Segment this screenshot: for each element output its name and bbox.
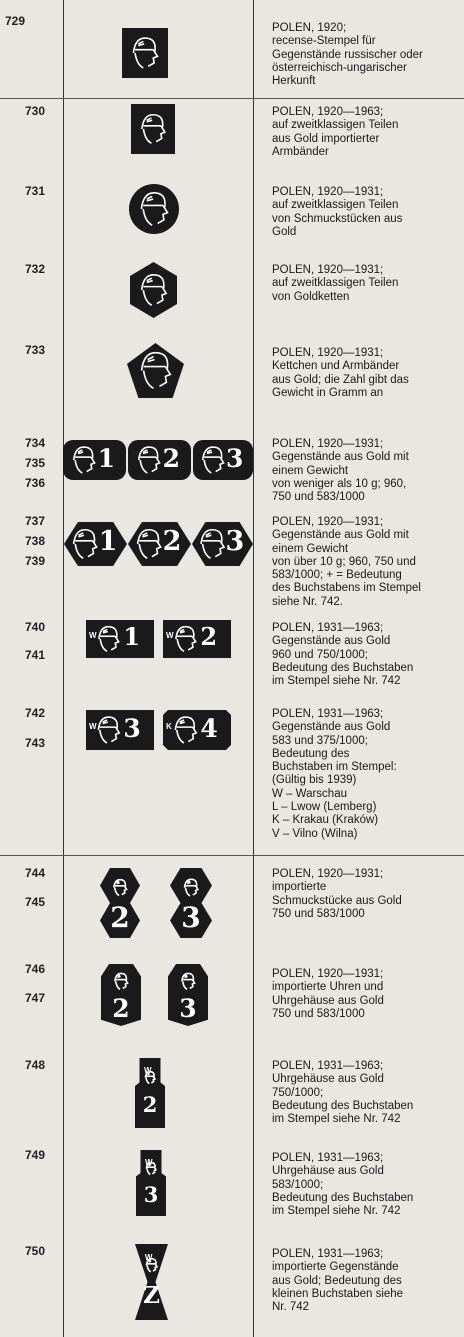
mercury-head-circle-icon xyxy=(129,184,179,234)
entry-description: POLEN, 1920—1931; importierte Schmuckstücke aus Gold 750 und 583/1000 xyxy=(272,868,402,920)
mark-letter: W xyxy=(166,631,174,641)
entry-number: 740 xyxy=(25,620,46,634)
mercury-head-hourglass-icon xyxy=(135,1244,168,1320)
entry-description: POLEN, 1920—1931; Gegenstände aus Gold mit einem Gewicht von weniger als 10 g; 960, 750 und 583/1000 xyxy=(272,438,409,504)
entry-number: 729 xyxy=(5,14,26,28)
mark-number: 3 xyxy=(225,526,245,558)
entry-number: 732 xyxy=(25,262,46,276)
mercury-head-hexagon-icon xyxy=(64,522,127,566)
entry-description: POLEN, 1920—1931; importierte Uhren und Uhrgehäuse aus Gold 750 und 583/1000 xyxy=(272,968,384,1020)
mercury-head-octagon-icon xyxy=(130,262,177,318)
entry-number: 742 xyxy=(25,706,46,720)
mercury-head-square-icon xyxy=(131,104,175,154)
mercury-head-tall-icon xyxy=(135,1058,165,1128)
mark-letter: W xyxy=(89,631,97,641)
entry-description: POLEN, 1920—1931; Gegenstände aus Gold mit einem Gewicht von über 10 g; 960, 750 und 583/1000; + = Bedeutung des Buchstabens im Stempel siehe Nr. 742. xyxy=(272,516,421,608)
entry-number: 744 xyxy=(25,866,46,880)
entry-number: 747 xyxy=(25,991,46,1005)
mark-letter: W xyxy=(144,1253,153,1263)
mercury-head-rounded-rect-icon xyxy=(128,440,191,480)
entry-number: 730 xyxy=(25,104,46,118)
entry-number: 746 xyxy=(25,962,46,976)
mark-number: 1 xyxy=(97,443,116,473)
mark-number: 2 xyxy=(110,901,130,935)
mercury-head-rect-icon xyxy=(86,620,154,658)
entry-description: POLEN, 1931—1963; Uhrgehäuse aus Gold 583/1000; Bedeutung des Buchstaben im Stempel siehe Nr. 742 xyxy=(272,1152,414,1218)
mark-number: 2 xyxy=(200,622,218,652)
entry-number: 743 xyxy=(25,736,46,750)
entry-number: 738 xyxy=(25,534,46,548)
mark-number: Z xyxy=(143,1281,160,1309)
entry-number: 749 xyxy=(25,1148,46,1162)
mercury-head-tall-icon xyxy=(136,1150,166,1216)
mercury-head-cut-rect-icon xyxy=(163,710,231,750)
section-divider xyxy=(0,855,464,856)
mercury-head-hexagon-icon xyxy=(128,522,191,566)
entry-number: 750 xyxy=(25,1244,46,1258)
mark-number: 3 xyxy=(143,1182,159,1208)
entry-number: 737 xyxy=(25,514,46,528)
entry-description: POLEN, 1920; recense-Stempel für Gegenstände russischer oder österreichisch-ungarischer Herkunft xyxy=(272,22,423,88)
entry-description: POLEN, 1931—1963; Gegenstände aus Gold 960 und 750/1000; Bedeutung des Buchstaben im Stempel siehe Nr. 742 xyxy=(272,622,414,688)
entry-description: POLEN, 1931—1963; importierte Gegenstände aus Gold; Bedeutung des kleinen Buchstaben siehe Nr. 742 xyxy=(272,1248,404,1314)
entry-description: POLEN, 1920—1931; auf zweitklassigen Teilen von Schmuckstücken aus Gold xyxy=(272,186,403,238)
entry-number: 745 xyxy=(25,895,46,909)
entry-number: 735 xyxy=(25,456,46,470)
mercury-head-shield-icon xyxy=(101,964,141,1026)
section-divider xyxy=(0,98,464,99)
mark-number: 3 xyxy=(123,713,141,743)
right-column-rule xyxy=(253,0,254,1337)
mark-number: 3 xyxy=(181,901,201,935)
mercury-head-hexagon-icon xyxy=(192,522,253,566)
mark-number: 2 xyxy=(162,443,181,473)
mark-number: 2 xyxy=(112,994,130,1024)
mark-number: 1 xyxy=(123,622,141,652)
mercury-head-square-icon xyxy=(122,28,168,78)
entry-number: 733 xyxy=(25,343,46,357)
mark-number: 3 xyxy=(179,994,197,1024)
entry-description: POLEN, 1931—1963; Gegenstände aus Gold 583 und 375/1000; Bedeutung des Buchstaben im Stempel: (Gültig bis 1939) W – Warschau L – Lwow (Lemberg) K – Krakau (Kraków) V – Vilno (Wilna) xyxy=(272,708,397,840)
entry-number: 734 xyxy=(25,436,46,450)
entry-number: 739 xyxy=(25,554,46,568)
mercury-head-rect-icon xyxy=(86,710,154,750)
entry-description: POLEN, 1920—1963; auf zweitklassigen Teilen aus Gold importierter Armbänder xyxy=(272,106,399,158)
mark-letter: W xyxy=(144,1066,152,1076)
mark-letter: W xyxy=(89,722,97,731)
mark-number: 1 xyxy=(98,526,118,558)
mercury-head-double-hexagon-icon xyxy=(100,868,140,938)
entry-number: 736 xyxy=(25,476,46,490)
mark-number: 4 xyxy=(200,713,218,743)
entry-description: POLEN, 1920—1931; Kettchen und Armbänder aus Gold; die Zahl gibt das Gewicht in Gramm an xyxy=(272,347,409,399)
mercury-head-pentagon-icon xyxy=(127,343,184,398)
mark-letter: W xyxy=(145,1157,153,1167)
mercury-head-shield-icon xyxy=(168,964,208,1026)
mercury-head-rounded-rect-icon xyxy=(63,440,126,480)
mercury-head-double-hexagon-icon xyxy=(170,868,212,938)
mercury-head-rect-icon xyxy=(163,620,231,658)
entry-description: POLEN, 1920—1931; auf zweitklassigen Teilen von Goldketten xyxy=(272,264,399,303)
mark-number: 2 xyxy=(162,526,182,558)
left-column-rule xyxy=(63,0,64,1337)
mark-number: 3 xyxy=(226,443,244,473)
entry-description: POLEN, 1931—1963; Uhrgehäuse aus Gold 750/1000; Bedeutung des Buchstaben im Stempel siehe Nr. 742 xyxy=(272,1060,414,1126)
entry-number: 731 xyxy=(25,184,46,198)
mark-number: 2 xyxy=(142,1092,158,1118)
entry-number: 741 xyxy=(25,648,46,662)
entry-number: 748 xyxy=(25,1058,46,1072)
mercury-head-rounded-rect-icon xyxy=(193,440,253,480)
mark-letter: K xyxy=(166,722,172,731)
